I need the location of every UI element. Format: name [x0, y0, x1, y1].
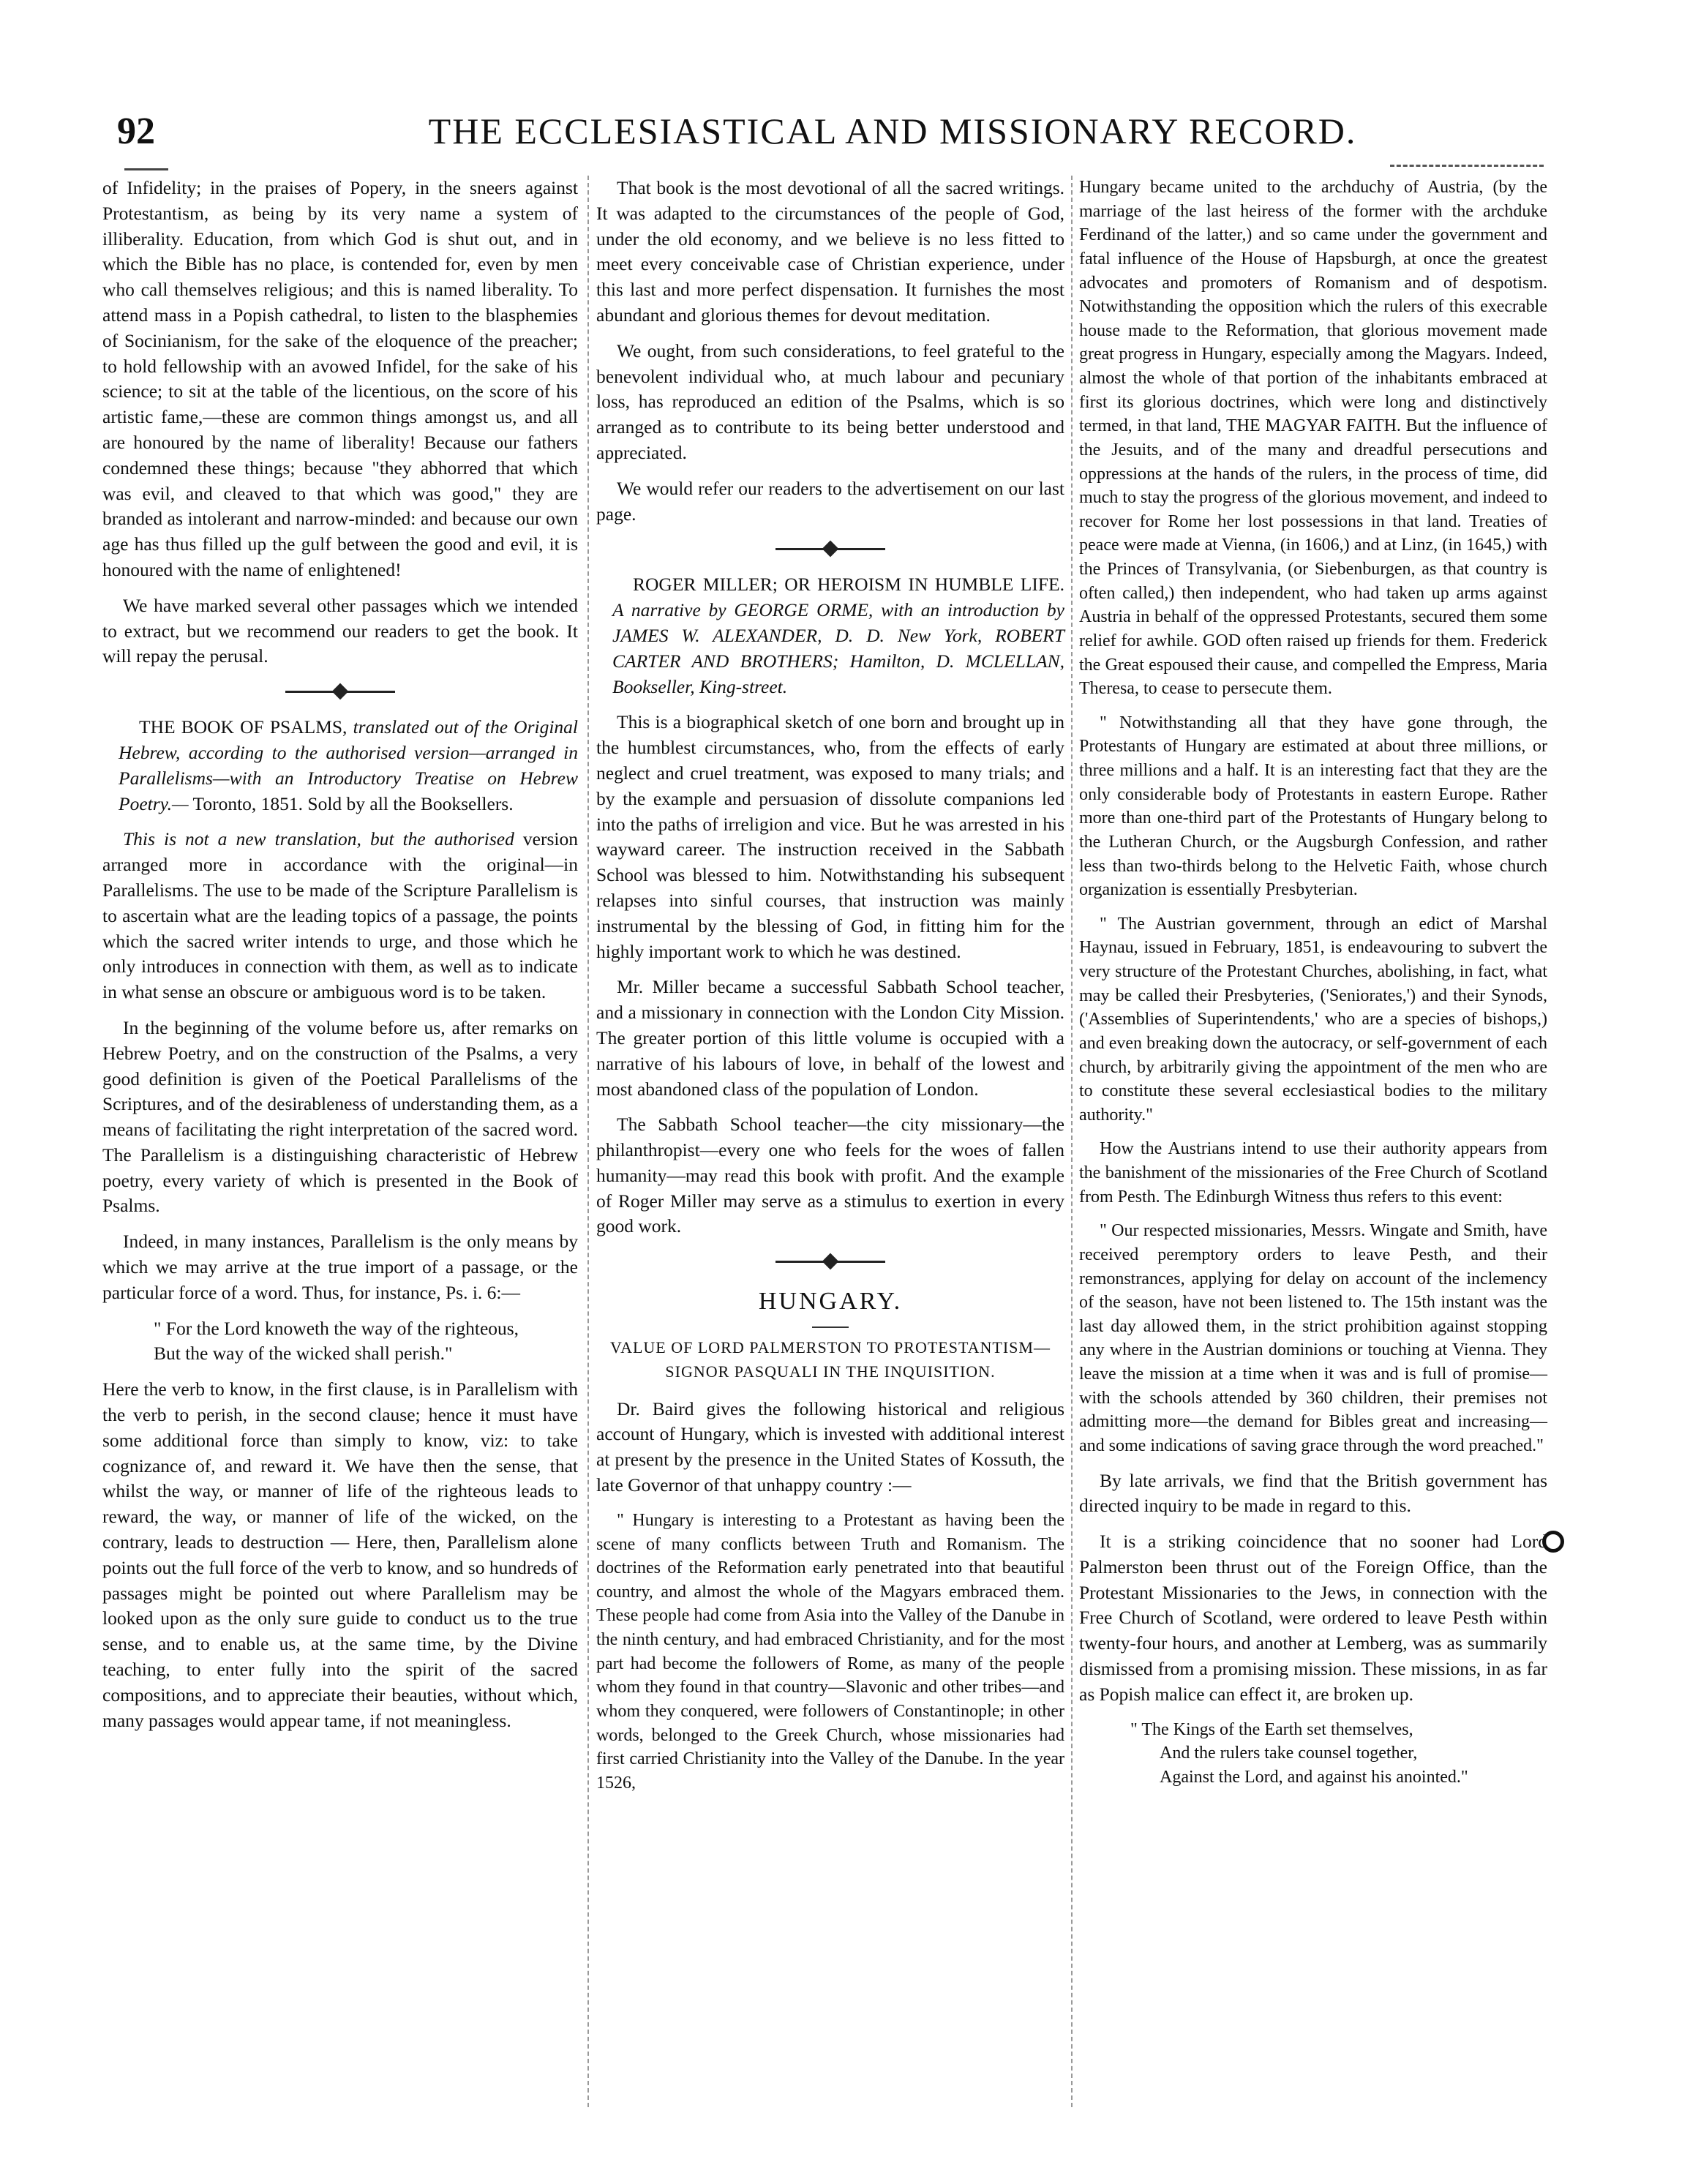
running-title: THE ECCLESIASTICAL AND MISSIONARY RECORD.: [428, 110, 1357, 151]
section-divider: [596, 1254, 1064, 1269]
quoted-paragraph: Hungary became united to the archduchy of Austria, (by the marriage of the last heiress of the former with the archduke Ferdinand of the latter,) and so came under the government and fatal influence of the House of Hapsburgh, at once the greatest advocates and promoters of Romanism and of despotism. Notwithstanding the opposition which the rulers of this execrable house made to the Reformation, that glorious movement made great progress in Hungary, especially among the Magyars. Indeed, almost the whole of that portion of the inhabitants embraced at first its glorious doctrines, which were long and distinctively termed, in that land, THE MAGYAR FAITH. But the influence of the Jesuits, and of the many and dreadful persecutions and oppressions at the hands of the rulers, in the process of time, did much to stay the progress of the glorious movement, and indeed to recover for Rome her lost possessions in that land. Treaties of peace were made at Vienna, (in 1606,) and at Linz, (in 1645,) with the Princes of Transylvania, (or Siebenburgen, as that country is often called,) then independent, who had taken up arms against Austria in behalf of the oppressed Protestants, secured them some relief for awhile. GOD often raised up friends for them. Frederick the Great espoused their cause, and compelled the Empress, Maria Theresa, to cease to persecute them.: [1079, 178, 1547, 699]
ink-blot-mark: [1542, 1531, 1564, 1553]
paragraph: [102, 827, 578, 1005]
header-rule: [1390, 165, 1544, 167]
review-description: translated out of the Original Hebrew, according to the authorised version—arranged in Parallelisms—with an Introductory Treatise on Hebrew Poetry.—: [119, 716, 578, 814]
column-separator: [587, 176, 589, 2107]
paragraph: Here the verb to know, in the first clause, is in Parallelism with the verb to perish, in the second clause; hence it must have some additional force than simply to know, viz: to take cognizance of, and reward it. We have then the sense, that whilst the way, or manner of life of the righteous leads to reward, the way, or manner of life of the wicked, on the contrary, leads to destruction — Here, then, Parallelism alone points out the full force of the verb to know, and so hundreds of passages might be pointed out where Parallelism may be looked upon as the only sure guide to conduct us to the true sense, and to enable us, at the same time, by the Divine teaching, to enter fully into the spirit of the sacred compositions, and to appreciate their beauties, without which, many passages would appear tame, if not meaningless.: [102, 1378, 578, 1731]
scripture-quote: [1079, 1718, 1547, 1790]
section-divider: [596, 541, 1064, 556]
paragraph: This is a biographical sketch of one born and brought up in the humblest circumstances, who, from the effects of early neglect and cruel treatment, was exposed to many trials; and by the example and persuasion of dissolute companions led into the paths of irreligion and vice. But he was arrested in his wayward career. The instruction received in the Sabbath School was blessed to him. Notwithstanding his subsequent relapses into sinful courses, that instruction was mainly instrumental by the blessing of God, in fitting him for the highly important work to which he was destined.: [596, 711, 1064, 962]
verse-line: But the way of the wicked shall perish.": [154, 1343, 453, 1365]
verse-line: Against the Lord, and against his anointed.": [1160, 1767, 1468, 1787]
section-divider: [102, 684, 578, 699]
title-rule: [812, 1326, 849, 1328]
section-title: HUNGARY.: [758, 1288, 903, 1316]
paragraph: How the Austrians intend to use their authority appears from the banishment of the missionaries of the Free Church of Scotland from Pesth. The Edinburgh Witness thus refers to this event:: [1079, 1139, 1547, 1207]
paragraph: That book is the most devotional of all the sacred writings. It was adapted to the circumstances of the people of God, under the old economy, and we believe is no less fitted to meet every conceivable case of Christian experience, under this last and more perfect dispensation. It furnishes the most abundant and glorious themes for devout meditation.: [596, 177, 1064, 326]
review-publisher: Toronto, 1851. Sold by all the Booksellers.: [192, 792, 514, 814]
paragraph: Indeed, in many instances, Parallelism is the only means by which we may arrive at the true import of a passage, or the particular force of a word. Thus, for instance, Ps. i. 6:—: [102, 1231, 578, 1303]
paragraph: Mr. Miller became a successful Sabbath School teacher, and a missionary in connection with the London City Mission. The greater portion of this little volume is occupied with a narrative of his labours of love, in behalf of the lowest and most abandoned class of the population of London.: [596, 976, 1064, 1100]
quoted-paragraph: " Our respected missionaries, Messrs. Wingate and Smith, have received peremptory orders to leave Pesth, and their remonstrances, applying for delay on account of the inclemency of the season, have not been listened to. The 15th instant was the last day allowed them, in the strict prohibition against stopping any where in the Austrian dominions or touching at Vienna. They leave the mission at a time when it was and is full of promise—with the schools attended by 360 children, their premises not admitting more—the demand for Bibles great and increasing—and some indications of saving grace through the word preached.": [1079, 1221, 1547, 1455]
paragraph: It is a striking coincidence that no sooner had Lord Palmerston been thrust out of the Foreign Office, than the Protestant Missionaries to the Jews, in connection with the Free Church of Scotland, were ordered to leave Pesth within twenty-four hours, and another at Lemberg, was as summarily dismissed from a promising mission. These missions, in as far as Popish malice can effect it, are broken up.: [1079, 1531, 1547, 1705]
paragraph: of Infidelity; in the praises of Popery, in the sneers against Protestantism, as being by its very name a system of illiberality. Education, from which God is shut out, and in which the Bible has no place, is contended for, even by men who call themselves religious; and this is named liberality. To attend mass in a Popish cathedral, to listen to the blasphemies of Socinianism, for the sake of the eloquence of the preacher; to hold fellowship with an avowed Infidel, for the sake of his science; to sit at the table of the licentious, on the score of his artistic fame,—these are common things amongst us, and all are honoured by the name of liberality! Because our fathers condemned these things; because "they abhorred that which was evil, and cleaved to that which was good," they are branded as intolerant and narrow-minded: and because our own age has thus filled up the gulf between the good and evil, it is honoured with the name of enlightened!: [102, 177, 578, 580]
review-title: ROGER MILLER; OR HEROISM IN HUMBLE LIFE.: [633, 574, 1064, 596]
review-description: A narrative by GEORGE ORME, with an introduction by JAMES W. ALEXANDER, D. D. New York, ROBERT CARTER AND BROTHERS; Hamilton, D. MCLELLAN, Bookseller, King-street.: [612, 599, 1064, 697]
paragraph: We ought, from such considerations, to feel grateful to the benevolent individual who, at much labour and pecuniary loss, has reproduced an edition of the Psalms, which is so arranged as to contribute to its being better understood and appreciated.: [596, 339, 1064, 463]
verse-line: " For the Lord knoweth the way of the righteous,: [154, 1317, 519, 1339]
verse-line: " The Kings of the Earth set themselves,: [1130, 1719, 1413, 1739]
emphasis-text: This is not a new translation, but the authorised: [123, 828, 514, 850]
paragraph-text: version arranged more in accordance with the original—in Parallelisms. The use to be made of the Scripture Parallelism is to ascertain what are the leading topics of a passage, the points which the sacred writer intends to urge, and those which he only introduces in connection with them, as well as to indicate in what sense an obscure or ambiguous word is to be taken.: [102, 828, 578, 1003]
review-title: THE BOOK OF PSALMS,: [139, 716, 348, 738]
quoted-paragraph: " The Austrian government, through an edict of Marshal Haynau, issued in February, 1851, is endeavouring to subvert the very structure of the Protestant Churches, abolishing, in fact, what may be called their Presbyteries, ('Seniorates,') and their Synods, ('Assemblies of Superintendents,' who are a species of bishops,) and even breaking down the autocracy, or self-government of each church, by arbitrarily giving the appointment of the men who are to constitute these several ecclesiastical bodies to the military authority.": [1079, 914, 1547, 1125]
section-subheading: VALUE OF LORD PALMERSTON TO PROTESTANTISM— SIGNOR PASQUALI IN THE INQUISITION.: [610, 1337, 1051, 1381]
paragraph: By late arrivals, we find that the British government has directed inquiry to be made in regard to this.: [1079, 1469, 1547, 1517]
review-heading: [596, 572, 1064, 699]
page-number: 92: [117, 110, 155, 152]
paragraph: The Sabbath School teacher—the city missionary—the philanthropist—every one who feels for the woes of fallen humanity—may read this book with profit. And the example of Roger Miller may serve as a stimulus to exertion in every good work.: [596, 1114, 1064, 1237]
scripture-quote: [102, 1316, 578, 1367]
quoted-paragraph: " Hungary is interesting to a Protestant as having been the scene of many conflicts between Truth and Romanism. The doctrines of the Reformation early penetrated into that beautiful country, and almost the whole of the Magyars embraced them. These people had come from Asia into the Valley of the Danube in the ninth century, and had embraced Christianity, and for the most part had become the followers of Rome, as many of the people whom they found in that country—Slavonic and other tribes—and whom they conquered, were followers of Constantinople; in other words, belonged to the Greek Church, whose missionaries had first carried Christianity into the Valley of the Danube. In the year 1526,: [596, 1510, 1064, 1793]
column-2: [596, 176, 1064, 1805]
page-header: [110, 110, 1544, 168]
column-1: [102, 176, 578, 1744]
paragraph: We have marked several other passages which we intended to extract, but we recommend our readers to get the book. It will repay the perusal.: [102, 594, 578, 667]
quoted-paragraph: " Notwithstanding all that they have gone through, the Protestants of Hungary are estimated at about three millions, or three millions and a half. It is an interesting fact that they are the only considerable body of Protestants in eastern Europe. Rather more than one-third part of the Protestants of Hungary belong to the Lutheran Church, or the Augsburgh Confession, and rather less than two-thirds belong to the Helvetic Faith, whose church organization is essentially Presbyterian.: [1079, 713, 1547, 900]
paragraph: We would refer our readers to the advertisement on our last page.: [596, 477, 1064, 525]
paragraph: In the beginning of the volume before us, after remarks on Hebrew Poetry, and on the construction of the Psalms, a very good definition is given of the Poetical Parallelisms of the Scriptures, and of the desirableness of understanding them, as a means of facilitating the right interpretation of the sacred word. The Parallelism is a distinguishing characteristic of Hebrew poetry, every variety of which is presented in the Book of Psalms.: [102, 1016, 578, 1217]
column-3: [1079, 176, 1547, 1800]
paragraph: Dr. Baird gives the following historical and religious account of Hungary, which is invested with additional interest at present by the presence in the United States of Kossuth, the late Governor of that unhappy country :—: [596, 1397, 1064, 1496]
verse-line: And the rulers take counsel together,: [1160, 1744, 1418, 1763]
header-rule: [124, 168, 168, 170]
column-separator: [1071, 176, 1073, 2107]
review-heading: [102, 715, 578, 817]
